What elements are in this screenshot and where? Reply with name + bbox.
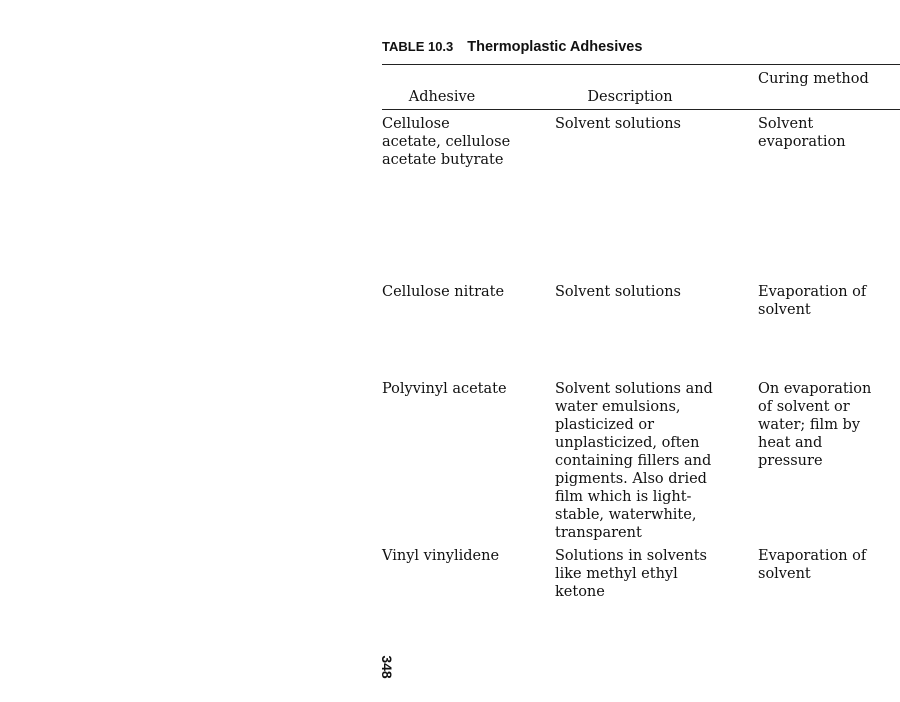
column-header-curing-method: Curing method <box>758 71 869 87</box>
table-label: TABLE 10.3 <box>382 39 454 54</box>
row-4-adhesive: Vinyl vinylidene <box>382 548 500 564</box>
row-1-description: Solvent solutions <box>555 116 681 132</box>
column-header-description: Description <box>587 89 673 105</box>
column-header-adhesive: Adhesive <box>408 89 476 105</box>
row-4-curing-method: Evaporation of solvent <box>758 548 867 582</box>
table-caption <box>382 39 642 55</box>
row-3-curing-method: On evaporation of solvent or water; film by heat and pressure <box>758 381 872 469</box>
page-number: 348 <box>379 655 395 679</box>
row-4-description: Solutions in solvents like methyl ethyl ketone <box>555 548 707 600</box>
row-3-description: Solvent solutions and water emulsions, plasticized or unplasticized, often containing fillers and pigments. Also dried film which is light- stable, waterwhite, transparent <box>555 381 713 541</box>
row-3-adhesive: Polyvinyl acetate <box>382 381 507 397</box>
header-rule <box>382 109 900 110</box>
row-2-description: Solvent solutions <box>555 284 681 300</box>
row-2-curing-method: Evaporation of solvent <box>758 284 867 318</box>
table-title: Thermoplastic Adhesives <box>467 39 643 55</box>
top-rule <box>382 64 900 65</box>
row-2-adhesive: Cellulose nitrate <box>382 284 505 300</box>
row-1-curing-method: Solvent evaporation <box>758 116 846 150</box>
row-1-adhesive: Cellulose acetate, cellulose acetate butyrate <box>382 116 511 168</box>
